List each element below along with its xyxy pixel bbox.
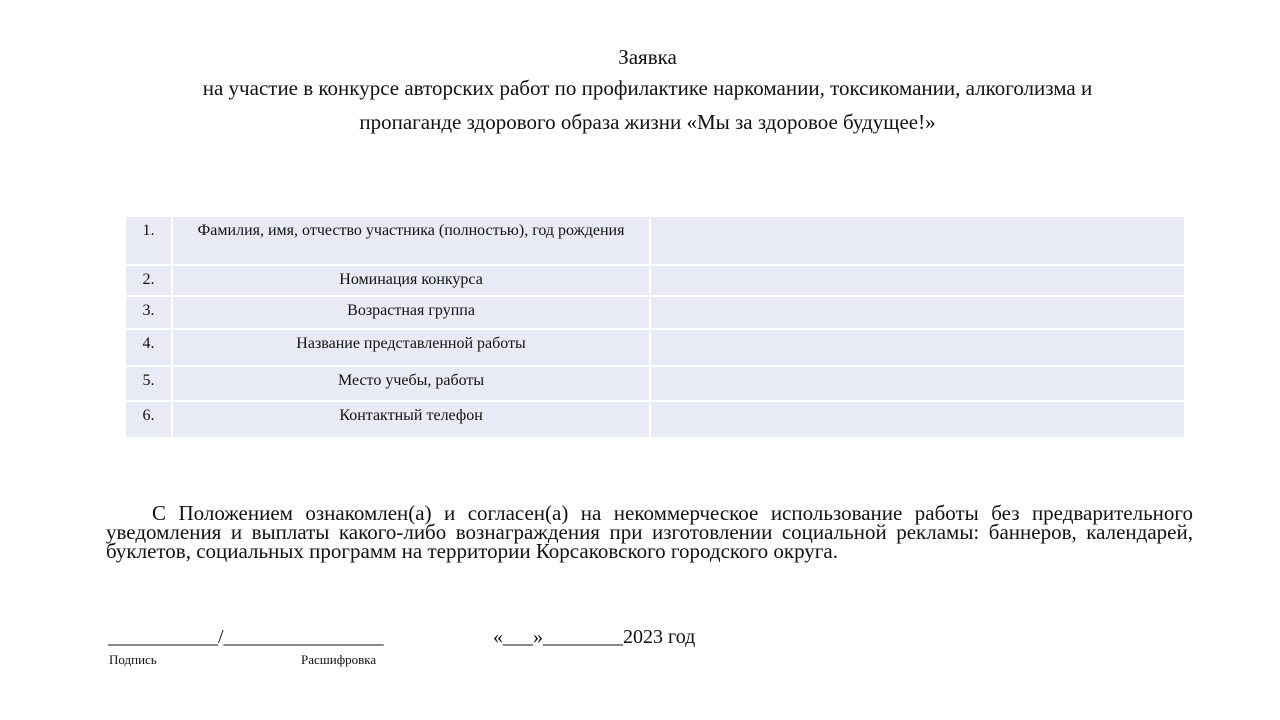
signature-caption: Подпись (109, 652, 157, 667)
row-number: 2. (125, 265, 172, 296)
row-value-field[interactable] (650, 366, 1185, 401)
row-value-field[interactable] (650, 329, 1185, 366)
row-value-field[interactable] (650, 401, 1185, 438)
row-number: 6. (125, 401, 172, 438)
table-row (125, 329, 1185, 366)
row-number: 4. (125, 329, 172, 366)
decode-caption: Расшифровка (301, 652, 377, 667)
document-subtitle-line-2: пропаганде здорового образа жизни «Мы за здоровое будущее!» (359, 110, 936, 134)
application-form-table (124, 215, 1186, 439)
row-number: 3. (125, 296, 172, 329)
table-row (125, 216, 1185, 265)
table-row (125, 401, 1185, 438)
consent-paragraph: С Положением ознакомлен(а) и согласен(а) на некоммерческое использование работы без предварительного уведомления и выплаты какого-либо вознаграждения при изготовлении социальной рекламы: баннеров, календарей, буклетов, социальных программ на территории Корсаковского городского округа. (106, 501, 1193, 563)
document-subtitle-line-1: на участие в конкурсе авторских работ по профилактике наркомании, токсикомании, алкоголизма и (202, 76, 1093, 100)
row-label: Название представленной работы (172, 329, 650, 366)
signature-line[interactable]: ___________/________________ (108, 626, 384, 648)
table-row (125, 296, 1185, 329)
row-label: Место учебы, работы (172, 366, 650, 401)
row-number: 1. (125, 216, 172, 265)
row-value-field[interactable] (650, 296, 1185, 329)
row-value-field[interactable] (650, 265, 1185, 296)
row-label: Возрастная группа (172, 296, 650, 329)
document-title: Заявка (618, 45, 677, 69)
date-line[interactable]: «___»________2023 год (493, 626, 696, 648)
row-label: Фамилия, имя, отчество участника (полностью), год рождения (172, 216, 650, 265)
row-value-field[interactable] (650, 216, 1185, 265)
table-row (125, 366, 1185, 401)
row-label: Номинация конкурса (172, 265, 650, 296)
row-number: 5. (125, 366, 172, 401)
row-label: Контактный телефон (172, 401, 650, 438)
table-row (125, 265, 1185, 296)
